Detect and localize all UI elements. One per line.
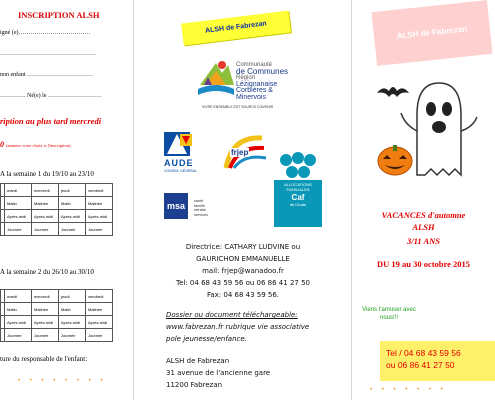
tel-number-1: Tel / 04 68 43 59 56 — [386, 348, 461, 358]
table-cell[interactable]: Journée — [59, 329, 86, 342]
table-cell: mardi — [5, 290, 32, 303]
caf-family-icon — [276, 150, 320, 180]
right-panel — [352, 0, 495, 400]
tel-number-2: ou 06 86 41 27 50 — [386, 360, 455, 370]
download-label: Dossier ou document téléchargeable: — [166, 311, 298, 319]
field-line: ………………………………………… — [0, 51, 96, 57]
table-cell[interactable]: Matinée — [32, 197, 59, 210]
left-panel — [0, 0, 134, 400]
community-line: Lézignanaise — [236, 80, 278, 88]
address-line-2: 31 avenue de l'ancienne gare — [166, 369, 271, 377]
week1-table — [0, 183, 113, 236]
community-line: Communauté — [236, 62, 273, 68]
table-cell[interactable]: Journée — [32, 223, 59, 236]
msa-line: santé — [194, 199, 204, 203]
table-row — [1, 197, 113, 210]
msa-line: famille — [194, 203, 205, 208]
community-line: Corbières & — [236, 87, 273, 95]
table-cell[interactable]: Matinée — [32, 303, 59, 316]
alsh-label: ALSH — [412, 222, 435, 232]
aude-logo — [164, 130, 208, 176]
alsh-banner — [181, 11, 291, 46]
table-row — [1, 290, 113, 303]
table-cell[interactable]: Journée — [86, 329, 113, 342]
table-cell: vendredi — [86, 290, 113, 303]
table-cell[interactable]: Après-midi — [32, 210, 59, 223]
banner-title: ALSH de Fabrezan — [204, 20, 268, 35]
frjep-name: frjep — [231, 148, 249, 157]
community-line: de Communes — [236, 66, 289, 76]
caf-title: ALLOCATIONS FAMILIALES — [284, 182, 312, 192]
table-cell[interactable]: Après-midi — [86, 316, 113, 329]
address-line-3: 11200 Fabrezan — [166, 381, 223, 389]
right-banner-title: ALSH de Fabrezan — [396, 24, 468, 41]
count-note: (annoter votre choix si l'inscription) — [6, 143, 71, 148]
msa-text — [194, 199, 208, 217]
table-cell[interactable]: Journée — [5, 223, 32, 236]
inscription-title: INSCRIPTION ALSH — [18, 10, 100, 20]
halloween-illustration-icon — [377, 75, 495, 185]
week2-label: A la semaine 2 du 26/10 au 30/10 — [0, 268, 94, 276]
msa-line: retraite — [194, 208, 206, 213]
frjep-logo — [222, 132, 268, 172]
table-cell[interactable]: Journée — [32, 329, 59, 342]
table-cell: mercredi — [32, 290, 59, 303]
count-line — [0, 140, 71, 149]
community-tagline: VIVRE ENSEMBLE EST SOURCE D'AVENIR — [202, 105, 274, 109]
field-signe: igné (e)……………………………… — [0, 30, 91, 36]
website-link[interactable]: www.fabrezan.fr rubrique vie associative — [166, 323, 310, 331]
website-line-2: pole jeunesse/enfance. — [166, 335, 247, 343]
week2-table — [0, 289, 113, 342]
decorative-dots: • • • • • • • • — [18, 378, 107, 384]
count-value: 0 — [0, 140, 4, 149]
msa-badge: msa — [164, 193, 188, 219]
address-line-1: ALSH de Fabrezan — [166, 357, 230, 365]
msa-line: services — [194, 212, 208, 217]
table-cell[interactable]: Matin — [59, 197, 86, 210]
caf-name: Caf — [291, 193, 305, 202]
aude-emblem-icon — [164, 130, 194, 158]
table-cell: mardi — [5, 184, 32, 197]
right-banner — [371, 0, 492, 66]
table-cell[interactable]: Après-midi — [59, 210, 86, 223]
aude-name: AUDE — [164, 158, 194, 168]
community-line: Région — [236, 75, 256, 82]
table-row — [1, 316, 113, 329]
ages-label: 3/11 ANS — [407, 236, 440, 246]
table-cell[interactable]: Matin — [5, 303, 32, 316]
aude-subtitle: CONSEIL GÉNÉRAL — [164, 169, 197, 173]
table-cell[interactable]: Après-midi — [5, 316, 32, 329]
community-name — [236, 62, 288, 102]
week1-label: A la semaine 1 du 19/10 au 23/10 — [0, 170, 94, 178]
table-cell: vendredi — [86, 184, 113, 197]
caf-logo — [274, 150, 322, 228]
table-row — [1, 184, 113, 197]
table-cell[interactable]: Matinée — [86, 303, 113, 316]
table-cell[interactable]: Matinée — [86, 197, 113, 210]
field-birth: …………. Né(e) le ……………………… — [0, 93, 102, 99]
table-row — [1, 329, 113, 342]
decorative-dots: • • • • • • • — [370, 387, 447, 393]
table-cell: mercredi — [32, 184, 59, 197]
msa-logo — [164, 193, 228, 221]
tel-line: Tel: 04 68 43 59 56 ou 06 86 41 27 50 — [176, 279, 310, 287]
vacances-title: VACANCES d'automne — [381, 210, 466, 220]
deadline-text: ription au plus tard mercredi — [0, 116, 102, 126]
table-row — [1, 303, 113, 316]
middle-panel — [134, 0, 352, 400]
director-line: Directrice: CATHARY LUDVINE ou — [185, 243, 301, 251]
table-cell[interactable]: Après-midi — [59, 316, 86, 329]
community-logo — [196, 55, 308, 113]
table-cell[interactable]: Après-midi — [5, 210, 32, 223]
table-cell[interactable]: Matin — [59, 303, 86, 316]
field-child: non enfant …………………………… — [0, 72, 93, 78]
table-cell[interactable]: Matin — [5, 197, 32, 210]
responsible-signature-label: ture du responsable de l'enfant: — [0, 355, 88, 363]
community-line: Minervois — [236, 93, 266, 101]
director-line-2: GAURICHON EMMANUELLE — [196, 255, 290, 263]
viens-text: Viens t'amuser avec nous!!! — [362, 307, 416, 321]
caf-box — [274, 180, 322, 227]
caf-subtitle: de l'Aude — [289, 202, 307, 207]
fax-line: Fax: 04 68 43 59 56. — [206, 291, 280, 299]
table-cell[interactable]: Après-midi — [32, 316, 59, 329]
table-row — [1, 223, 113, 236]
table-cell[interactable]: Journée — [5, 329, 32, 342]
table-cell: jeudi — [59, 184, 86, 197]
table-cell: jeudi — [59, 290, 86, 303]
mail-line[interactable]: mail: frjep@wanadoo.fr — [202, 267, 284, 275]
dates-label: DU 19 au 30 octobre 2015 — [376, 259, 471, 269]
tel-box — [380, 341, 495, 381]
community-emblem-icon — [196, 55, 236, 103]
table-cell[interactable]: Après-midi — [86, 210, 113, 223]
table-cell[interactable]: Journée — [86, 223, 113, 236]
table-cell[interactable]: Journée — [59, 223, 86, 236]
table-row — [1, 210, 113, 223]
